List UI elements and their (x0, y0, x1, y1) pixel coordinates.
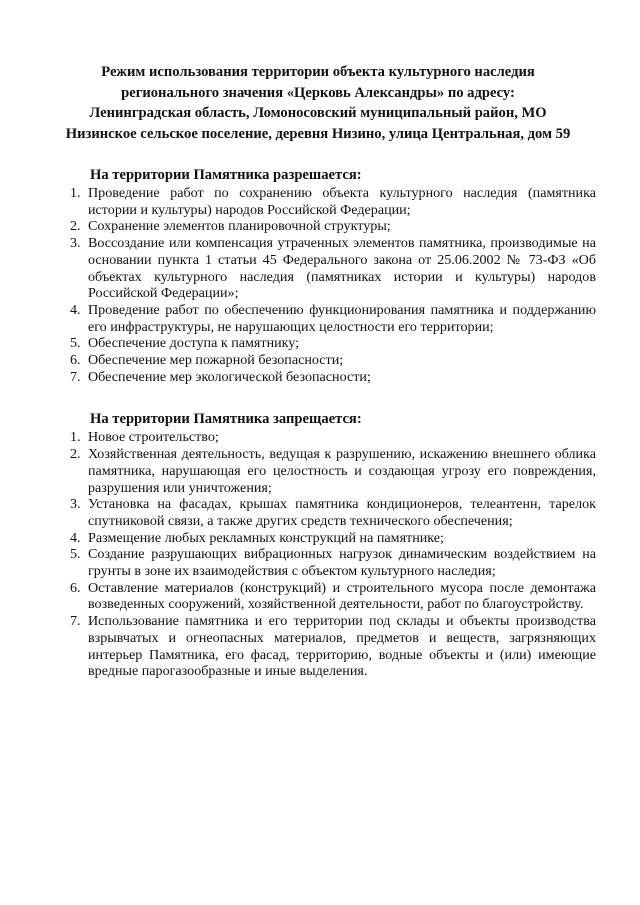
allowed-heading: На территории Памятника разрешается: (90, 167, 362, 183)
item-text: Хозяйственная деятельность, ведущая к разрушению, искажению внешнего облика памятника, нарушающая его целостность и создающая угрозу его повреждения, разрушения или уничтожения; (88, 446, 596, 496)
forbidden-heading: На территории Памятника запрещается: (90, 411, 362, 428)
item-number: 3. (70, 496, 81, 513)
list-item (70, 185, 596, 218)
item-number: 4. (70, 301, 81, 318)
item-number: 2. (70, 218, 81, 235)
item-text: Обеспечение мер экологической безопасности; (88, 368, 371, 385)
item-number: 6. (70, 352, 81, 369)
item-number: 4. (70, 529, 81, 546)
item-number: 3. (70, 235, 81, 252)
item-text: Использование памятника и его территории под склады и объекты производства взрывчатых и огнеопасных материалов, предметов и веществ, загрязняющих интерьер Памятника, его фасад, территорию, водные объекты и (или) имеющие вредные парогазообразные и иные выделения. (88, 613, 596, 680)
item-text: Размещение любых рекламных конструкций на памятнике; (88, 529, 444, 546)
title-line-4: Низинское сельское поселение, деревня Низино, улица Центральная, дом 59 (65, 125, 571, 142)
document-title (40, 62, 596, 144)
list-item (70, 530, 596, 547)
item-text: Новое строительство; (88, 429, 219, 446)
title-line-2: регионального значения «Церковь Александры» по адресу: (121, 84, 515, 101)
allowed-list (70, 185, 596, 385)
item-text: Сохранение элементов планировочной структуры; (88, 218, 391, 235)
item-number: 1. (70, 429, 81, 446)
item-text: Обеспечение мер пожарной безопасности; (88, 352, 344, 369)
item-number: 5. (70, 546, 81, 563)
item-number: 6. (70, 579, 81, 596)
list-item (70, 369, 596, 386)
item-text: Установка на фасадах, крышах памятника кондиционеров, телеантенн, тарелок спутниковой связи, а также других средств технического обеспечения; (88, 496, 596, 529)
section-spacer (70, 385, 596, 410)
item-number: 7. (70, 368, 81, 385)
list-item (70, 235, 596, 302)
list-item (70, 613, 596, 680)
item-number: 2. (70, 446, 81, 463)
item-text: Оставление материалов (конструкций) и строительного мусора после демонтажа возведенных сооружений, хозяйственной деятельности, работ по благоустройству. (88, 579, 596, 613)
title-line-3: Ленинградская область, Ломоносовский муниципальный район, МО (89, 105, 547, 121)
list-item (70, 546, 596, 579)
forbidden-list (70, 429, 596, 680)
item-text: Воссоздание или компенсация утраченных элементов памятника, производимые на основании пункта 1 статьи 45 Федерального закона от 25.06.2002 № 73-ФЗ «Об объектах культурного наследия (памятниках истории и культуры) народов Российской Федерации»; (88, 235, 596, 302)
item-text: Создание разрушающих вибрационных нагрузок динамическим воздействием на грунты в зоне их взаимодействия с объектом культурного наследия; (88, 546, 596, 580)
list-item (70, 302, 596, 335)
item-text: Обеспечение доступа к памятнику; (88, 335, 300, 352)
item-text: Проведение работ по обеспечению функционирования памятника и поддержанию его инфраструктуры, не нарушающих целостности его территории; (88, 301, 596, 335)
list-item (70, 218, 596, 235)
list-item (70, 580, 596, 613)
title-line-1: Режим использования территории объекта культурного наследия (101, 64, 535, 80)
list-item (70, 335, 596, 352)
item-number: 1. (70, 185, 81, 201)
list-item (70, 446, 596, 496)
item-number: 7. (70, 613, 81, 630)
list-item (70, 352, 596, 369)
list-item (70, 496, 596, 529)
list-item (70, 429, 596, 446)
item-number: 5. (70, 335, 81, 352)
item-text: Проведение работ по сохранению объекта культурного наследия (памятника истории и культуры) народов Российской Федерации; (88, 185, 596, 218)
